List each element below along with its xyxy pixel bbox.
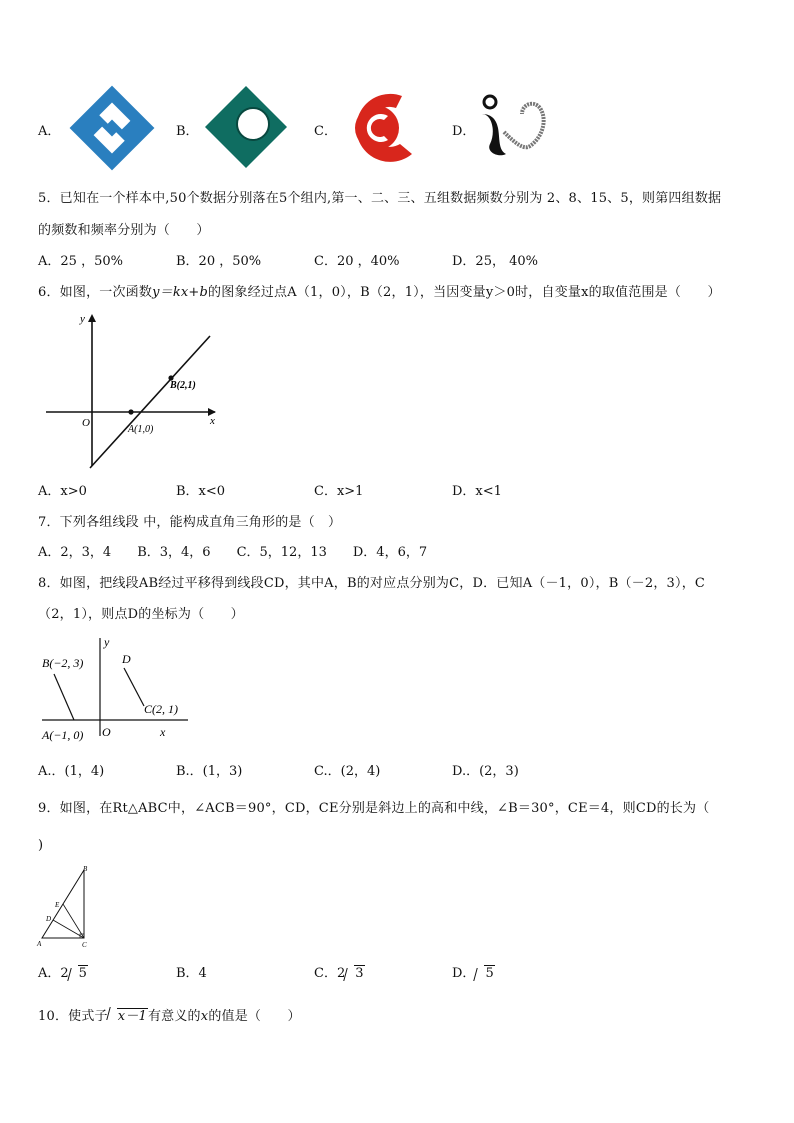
q8-option-d: D.．(2，3) bbox=[452, 764, 519, 779]
q9-option-d-radicand: 5 bbox=[485, 966, 494, 981]
q7-text: 7．下列各组线段 中，能构成直角三角形的是（ ） bbox=[38, 515, 342, 530]
q4-option-b-label: B． bbox=[176, 124, 199, 139]
q10-var: x bbox=[200, 1009, 209, 1024]
q8-origin-label: O bbox=[102, 725, 111, 739]
q9-b-label: B bbox=[83, 865, 88, 873]
q6-text-b: 的图象经过点 bbox=[208, 285, 288, 300]
logo-b-icon bbox=[203, 84, 289, 170]
q6-option-b: B．x<0 bbox=[176, 484, 226, 499]
q6-a-label: A(1,0) bbox=[128, 424, 154, 435]
q8-text-line1: 8．如图，把线段AB经过平移得到线段CD，其中A，B的对应点分别为C，D．已知A（－1，0），B（－2，3），C bbox=[38, 576, 706, 591]
q8-c-label: C(2, 1) bbox=[144, 702, 178, 716]
q9-option-c bbox=[314, 962, 365, 981]
q6-text-a: 6．如图，一次函数 bbox=[38, 285, 153, 300]
q9-option-d-prefix: D． bbox=[452, 966, 476, 981]
q5-option-b: B．20 ，50% bbox=[176, 254, 262, 269]
q5-option-d: D．25， 40% bbox=[452, 254, 538, 269]
q9-option-c-radical bbox=[345, 966, 364, 981]
q9-a-label: A bbox=[37, 940, 42, 948]
q9-e-label: E bbox=[55, 901, 60, 909]
q6-text-d: y＞0时，自变量 bbox=[485, 285, 582, 300]
q8-x-label: x bbox=[160, 725, 166, 739]
q9-option-a-radical bbox=[69, 966, 88, 981]
q6-option-a: A．x>0 bbox=[38, 484, 87, 499]
logo-d-icon bbox=[476, 92, 552, 162]
q5-text-line2: 的频数和频率分别为（ ） bbox=[38, 223, 210, 238]
q5-option-c: C．20 ，40% bbox=[314, 254, 400, 269]
q6-x-label: x bbox=[210, 415, 215, 427]
q9-median-ce bbox=[63, 904, 84, 938]
q8-option-c: C.．(2，4) bbox=[314, 764, 381, 779]
q5-option-a: A．25 ，50% bbox=[38, 254, 123, 269]
q10-prefix: 10．使式子 bbox=[38, 1009, 108, 1024]
q9-option-b: B．4 bbox=[176, 966, 207, 981]
q8-b-label: B(−2, 3) bbox=[42, 656, 84, 670]
q6-y-label: y bbox=[80, 313, 85, 325]
q6-origin-label: O bbox=[82, 417, 90, 429]
q9-c-label: C bbox=[82, 941, 87, 949]
q8-segment-ab bbox=[54, 674, 74, 720]
q9-option-c-radicand: 3 bbox=[355, 966, 364, 981]
q8-text-line2: （2，1），则点D的坐标为（ ） bbox=[38, 607, 244, 622]
q9-option-a bbox=[38, 962, 88, 981]
q6-function-line bbox=[90, 336, 210, 468]
q5-text-line1: 5．已知在一个样本中,50个数据分别落在5个组内,第一、二、三、五组数据频数分别为 2、8、15、5，则第四组数据 bbox=[38, 191, 722, 206]
q9-d-label: D bbox=[46, 915, 52, 923]
q9-option-a-prefix: A．2 bbox=[38, 966, 69, 981]
q6-y-arrow-icon bbox=[88, 314, 96, 322]
q7-options: A．2，3，4 B．3，4，6 C．5，12，13 D．4，6，7 bbox=[38, 545, 428, 560]
q9-option-d-radical bbox=[475, 966, 494, 981]
q10-post: 有意义的 bbox=[147, 1009, 201, 1024]
q8-d-label: D bbox=[122, 652, 131, 666]
q6-b-label: B(2,1) bbox=[170, 380, 196, 391]
q6-point-a bbox=[128, 409, 133, 414]
q8-graph bbox=[38, 632, 208, 744]
q9-option-a-radicand: 5 bbox=[78, 966, 87, 981]
q6-text-c: A（1，0），B（2，1），当因变量 bbox=[287, 285, 486, 300]
q10-radicand: x－1 bbox=[117, 1009, 147, 1024]
q4-option-a-label: A． bbox=[38, 124, 61, 139]
q9-altitude-cd bbox=[53, 920, 84, 938]
q9-option-d bbox=[452, 962, 495, 981]
q6-option-c: C．x>1 bbox=[314, 484, 364, 499]
q6-graph bbox=[40, 306, 230, 471]
q9-text-line1: 9．如图，在Rt△ABC中，∠ACB＝90°，CD，CE分别是斜边上的高和中线，∠B＝30°，CE＝4，则CD的长为（ bbox=[38, 801, 710, 816]
q8-segment-cd bbox=[124, 668, 144, 706]
q6-text bbox=[38, 281, 721, 300]
logo-c-icon bbox=[340, 86, 420, 168]
q6-formula: y＝kx+b bbox=[152, 285, 209, 300]
q10-tail: 的值是（ ） bbox=[208, 1009, 301, 1024]
q9-text-line2: ) bbox=[38, 838, 44, 853]
q8-y-label: y bbox=[104, 635, 110, 649]
q8-option-a: A.．(1，4) bbox=[38, 764, 105, 779]
q4-option-d-label: D． bbox=[452, 124, 476, 139]
q8-option-b: B.．(1，3) bbox=[176, 764, 243, 779]
q6-option-d: D．x<1 bbox=[452, 484, 502, 499]
q9-triangle bbox=[36, 864, 98, 950]
q4-option-c-label: C． bbox=[314, 124, 337, 139]
q10-radical bbox=[108, 1005, 148, 1024]
q6-text-e: x的取值范围是（ ） bbox=[581, 285, 721, 300]
q10-text bbox=[38, 1005, 301, 1024]
q8-a-label: A(−1, 0) bbox=[42, 728, 84, 742]
logo-a-icon bbox=[68, 84, 156, 172]
q9-option-c-prefix: C．2 bbox=[314, 966, 346, 981]
